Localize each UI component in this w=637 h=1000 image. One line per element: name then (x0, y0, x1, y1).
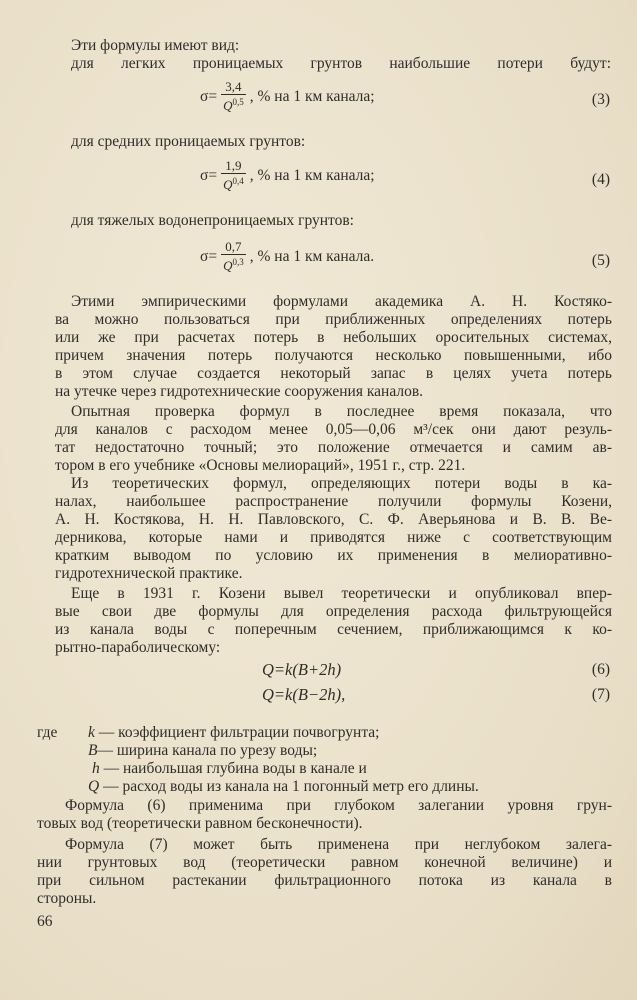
formula-4-tail: , % на 1 км канала; (249, 166, 375, 184)
formula-5 (200, 240, 374, 273)
definition-q-text: — расход воды из канала на 1 погонный метр его длины. (103, 778, 479, 795)
para4-line1: Еще в 1931 г. Козени вывел теоретически и опубликовал впер- (71, 585, 612, 602)
equation-number-4: (4) (591, 171, 610, 188)
formula-7: Q=k(B−2h), (262, 685, 346, 704)
definition-q-symbol: Q (88, 778, 100, 795)
para1-line4: причем значения потерь получаются несколько повышенными, ибо (55, 347, 612, 364)
equation-number-6: (6) (591, 661, 610, 678)
formula-4-numerator: 1,9 (225, 158, 242, 173)
formula-3 (200, 80, 375, 113)
para6-line3: при сильном растекании фильтрационного потока из канала в (37, 872, 612, 889)
formula-5-tail: , % на 1 км канала. (249, 247, 375, 265)
para1-line1: Этими эмпирическими формулами академика А. Н. Костяко- (71, 293, 612, 310)
formula-3-tail: , % на 1 км канала; (249, 87, 375, 105)
para1-line6: на утечке через гидротехнические сооружения каналов. (55, 383, 424, 400)
para5-line2: товых вод (теоретически равном бесконечности). (37, 815, 363, 832)
definition-b (88, 742, 317, 760)
equation-number-7: (7) (591, 686, 610, 703)
para6-line2: нии грунтовых вод (теоретически равном конечной величине) и (37, 854, 612, 871)
para3-line3: А. Н. Костякова, Н. Н. Павловского, С. Ф. Аверьянова и В. В. Ве- (55, 511, 612, 528)
para4-line3: из канала воды с поперечным сечением, приближающимся к ко- (55, 621, 612, 638)
para2-line1: Опытная проверка формул в последнее время показала, что (71, 403, 612, 420)
definition-h-text: — наибольшая глубина воды в канале и (103, 760, 367, 777)
para2-line4: тором в его учебнике «Основы мелиораций», 1951 г., стр. 221. (55, 457, 466, 474)
formula-5-numerator: 0,7 (225, 239, 242, 254)
para6-line1: Формула (7) может быть применена при неглубоком залега- (65, 836, 612, 853)
para3-line2: налах, наибольшее распространение получили формулы Козени, (55, 493, 612, 510)
para1-line2: ва можно пользоваться при приближенных определениях потерь (55, 311, 612, 328)
formula-4-denominator: Q$^{0,4}$ (221, 173, 246, 192)
formula-6: Q=k(B+2h) (262, 660, 342, 679)
definition-k-symbol: k (88, 724, 95, 741)
para3-line4: дерникова, которые нами и приводятся ниже с соответствующим (55, 529, 612, 546)
para1-line5: в этом случае создается некоторый запас в целях учета потерь (55, 365, 612, 382)
formula-4 (200, 159, 375, 192)
where-word: где (37, 724, 58, 741)
equation-number-3: (3) (591, 91, 610, 108)
definition-h (92, 760, 367, 778)
equation-number-5: (5) (591, 252, 610, 269)
para4-line2: вые свои две формулы для определения расхода фильтрующейся (55, 603, 612, 620)
definition-k-text: — коэффициент фильтрации почвогрунта; (98, 724, 380, 741)
para3-line6: гидротехнической практике. (55, 565, 243, 582)
formula-4-sigma: σ= (200, 166, 218, 184)
formula-3-fraction (221, 80, 246, 113)
definition-b-text: — ширина канала по урезу воды; (97, 742, 318, 759)
formula-3-denominator: Q$^{0,5}$ (221, 94, 246, 113)
definition-b-symbol: B (88, 742, 98, 759)
para1-line3: или же при расчетах потерь в небольших оросительных системах, (55, 329, 612, 346)
para3-line5: кратким выводом по условию их применения в мелиоративно- (55, 547, 612, 564)
heavy-soil-text: для тяжелых водонепроницаемых грунтов: (71, 212, 354, 229)
formula-5-fraction (221, 240, 246, 273)
formula-5-denominator: Q$^{0,3}$ (221, 254, 246, 273)
formula-3-sigma: σ= (200, 87, 218, 105)
formula-5-sigma: σ= (200, 247, 218, 265)
para2-line2: для каналов с расходом менее 0,05—0,06 м³/сек они дают резуль- (55, 421, 612, 438)
para2-line3: тат недостаточно точный; это положение отмечается и самим ав- (55, 439, 612, 456)
formula-3-numerator: 3,4 (225, 79, 242, 94)
light-soil-text: для легких проницаемых грунтов наибольшие потери будут: (71, 55, 611, 72)
page-number: 66 (37, 913, 53, 930)
para5-line1: Формула (6) применима при глубоком залегании уровня грун- (65, 797, 612, 814)
medium-soil-text: для средних проницаемых грунтов: (71, 133, 306, 150)
definition-q (88, 778, 479, 796)
formula-4-fraction (221, 159, 246, 192)
intro-text: Эти формулы имеют вид: (71, 37, 240, 54)
para6-line4: стороны. (37, 890, 97, 907)
definition-k (88, 724, 380, 742)
para3-line1: Из теоретических формул, определяющих потери воды в ка- (71, 475, 612, 492)
definition-h-symbol: h (92, 760, 100, 777)
para4-line4: рытно-параболическому: (55, 639, 221, 656)
